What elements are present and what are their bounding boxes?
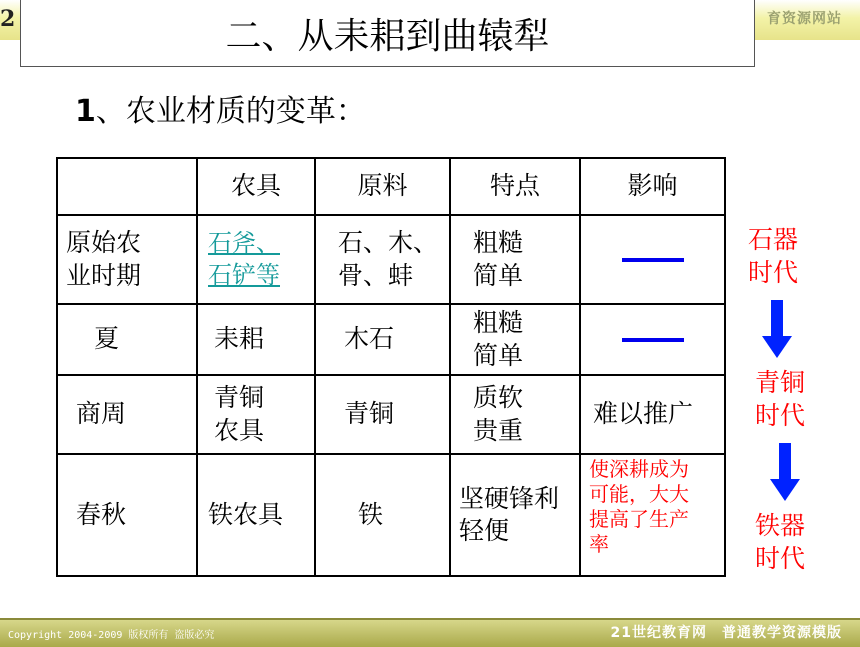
feature-cell: 粗糙 简单 [450,215,580,304]
material-cell: 青铜 [315,375,450,454]
section-number: 1 [75,94,96,129]
dash-mark [622,258,684,262]
slide-title-box [20,0,755,67]
material-cell: 石、木、 骨、蚌 [315,215,450,304]
feature-cell: 质软 贵重 [450,375,580,454]
table-row [57,215,725,304]
era-label-stone: 石器 时代 [748,225,799,287]
logo-mark: 2 [0,6,16,32]
impact-cell: 难以推广 [580,375,725,454]
header-material: 原料 [315,158,450,215]
down-arrow-icon [768,443,802,503]
copyright-text: Copyright 2004-2009 版权所有 盗版必究 [8,630,215,641]
material-cell: 木石 [315,304,450,375]
corner-cell [57,158,197,215]
slide-title: 二、从耒耜到曲辕犁 [225,15,550,57]
tool-link[interactable]: 石斧、 [208,229,280,258]
period-cell: 春秋 [57,454,197,576]
tool-cell: 铁农具 [197,454,315,576]
impact-cell [580,215,725,304]
era-label-bronze: 青铜 时代 [755,368,806,430]
era-label-iron: 铁器 时代 [755,511,806,573]
feature-cell: 坚硬锋利 轻便 [450,454,580,576]
period-cell: 原始农 业时期 [57,215,197,304]
header-impact: 影响 [580,158,725,215]
feature-cell: 粗糙 简单 [450,304,580,375]
impact-cell: 使深耕成为 可能，大大 提高了生产 率 [580,454,725,576]
period-cell: 夏 [57,304,197,375]
section-subtitle [75,86,366,130]
table-row [57,454,725,576]
period-cell: 商周 [57,375,197,454]
table-row [57,304,725,375]
comparison-table [56,157,726,577]
impact-cell [580,304,725,375]
footer-brand: 21世纪教育网 普通教学资源模版 [610,625,842,641]
section-text: 、农业材质的变革： [95,94,366,129]
table-header-row [57,158,725,215]
header-brand: 育资源网站 [767,11,842,27]
tool-cell [197,215,315,304]
tool-link[interactable]: 石铲等 [208,260,280,289]
header-tool: 农具 [197,158,315,215]
tool-cell: 青铜 农具 [197,375,315,454]
table-row [57,375,725,454]
down-arrow-icon [760,300,794,360]
header-feature: 特点 [450,158,580,215]
tool-cell: 耒耜 [197,304,315,375]
material-cell: 铁 [315,454,450,576]
dash-mark [622,338,684,342]
